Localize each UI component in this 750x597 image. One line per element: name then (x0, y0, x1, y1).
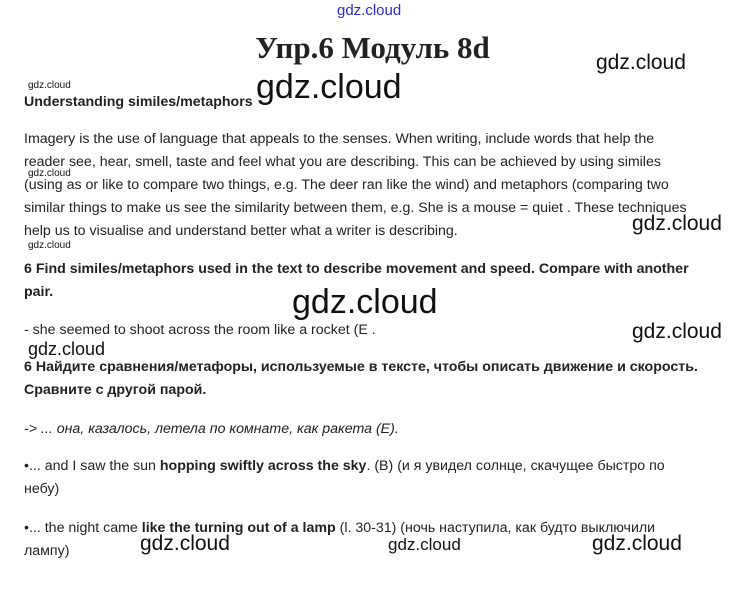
bullet-highlight: like the turning out of a lamp (141, 520, 336, 536)
watermark: gdz.cloud (28, 168, 71, 179)
intro-line: help us to visualise and understand better what a writer is describing. (24, 223, 458, 239)
intro-line: reader see, hear, smell, taste and feel what you are describing. This can be achieved by using similes (24, 154, 661, 170)
watermark: gdz.cloud (28, 339, 106, 359)
intro-line: Imagery is the use of language that appeals to the senses. When writing, include words that help the (24, 131, 655, 147)
bullet-text: небу) (24, 481, 60, 497)
task-ru-line: 6 Найдите сравнения/метафоры, используемые в тексте, чтобы описать движение и скорость. (24, 359, 698, 375)
bullet-text: •... the night came (24, 520, 142, 536)
bullet-text: •... and I saw the sun (24, 458, 160, 474)
watermark: gdz.cloud (256, 68, 402, 106)
answer-en: - she seemed to shoot across the room like a rocket (E . (24, 322, 376, 338)
answer-ru: -> ... она, казалось, летела по комнате, как ракета (E). (24, 421, 399, 437)
watermark-top: gdz.cloud (337, 2, 402, 19)
task-en-line: pair. (24, 284, 54, 300)
task-en-line: 6 Find similes/metaphors used in the text to describe movement and speed. Compare with another (24, 261, 689, 277)
intro-line: (using as or like to compare two things, e.g. The deer ran like the wind) and metaphors (comparing two (24, 177, 669, 193)
bullet-highlight: hopping swiftly across the sky (159, 458, 367, 474)
task-ru-line: Сравните с другой парой. (24, 382, 207, 398)
watermark: gdz.cloud (292, 283, 438, 321)
bullet-text: . (B) (и я увидел солнце, скачущее быстро по (366, 458, 665, 474)
watermark: gdz.cloud (28, 80, 71, 91)
watermark: gdz.cloud (388, 535, 461, 554)
intro-paragraph (24, 128, 724, 243)
bullet-text: (l. 30-31) (ночь наступила, как будто выключили (335, 520, 656, 536)
intro-line: similar things to make us see the similarity between them, e.g. She is a mouse = quiet . These techniques (24, 200, 687, 216)
watermark: gdz.cloud (596, 51, 686, 74)
watermark: gdz.cloud (140, 532, 230, 555)
watermark: gdz.cloud (632, 320, 722, 343)
watermark: gdz.cloud (632, 212, 722, 235)
section-heading: Understanding similes/metaphors (24, 94, 253, 110)
task-ru (24, 356, 724, 402)
bullet-item (24, 455, 724, 501)
page-title: Упр.6 Модуль 8d (255, 30, 490, 65)
watermark: gdz.cloud (28, 240, 71, 251)
watermark: gdz.cloud (592, 532, 682, 555)
bullet-text: лампу) (24, 543, 70, 559)
